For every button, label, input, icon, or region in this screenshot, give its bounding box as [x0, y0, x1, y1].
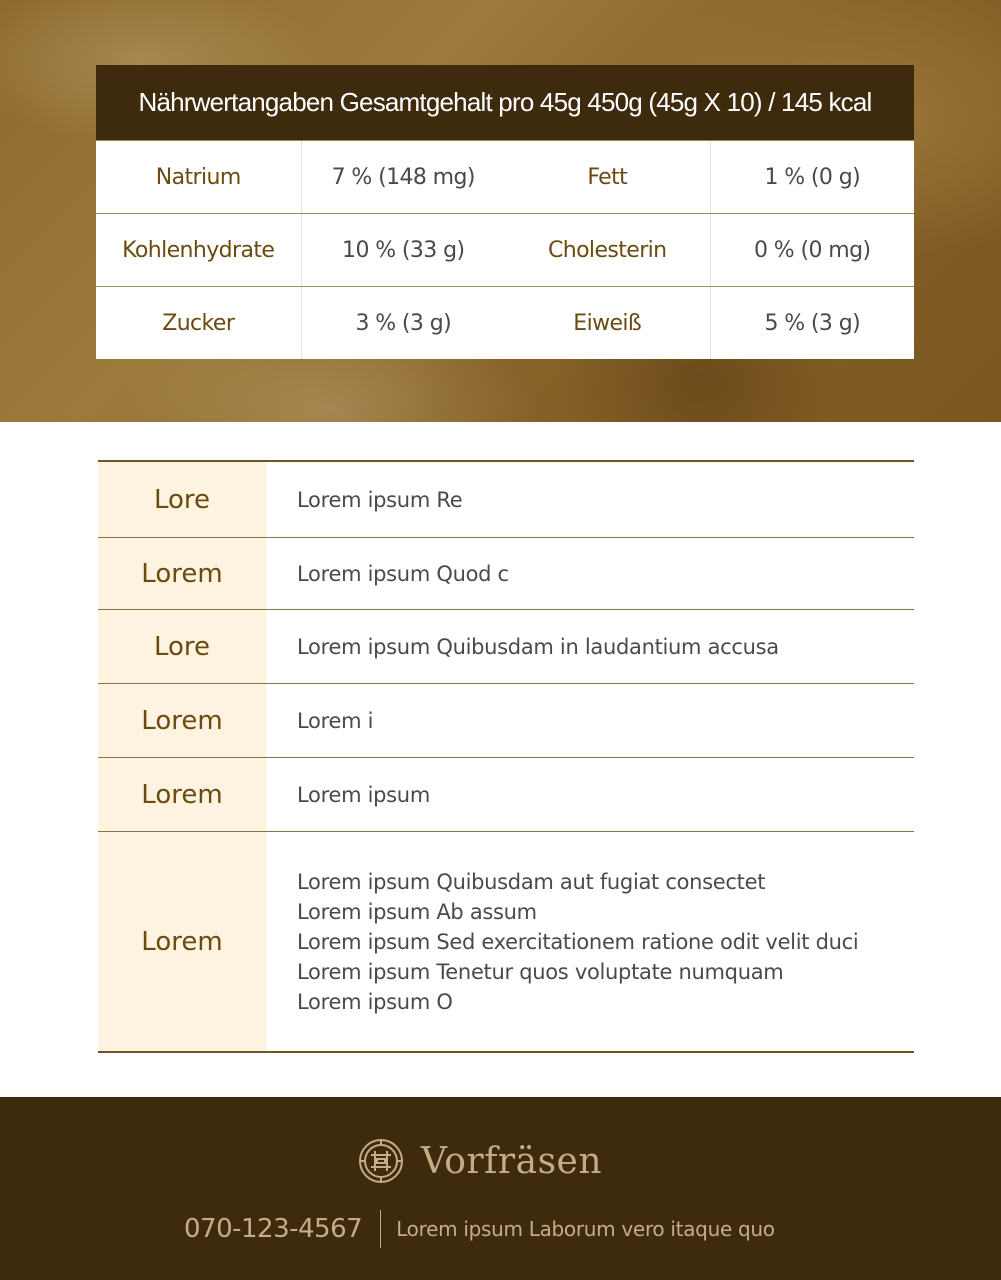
info-value	[266, 462, 914, 537]
nutrient-value: 3 % (3 g)	[301, 287, 506, 359]
nutrition-row	[96, 213, 914, 286]
info-line: Lorem i	[297, 708, 374, 733]
info-value	[266, 610, 914, 683]
info-line: Lorem ipsum Ab assum	[297, 899, 537, 924]
divider	[380, 1210, 381, 1248]
ornamental-seal-icon	[357, 1137, 405, 1185]
nutrient-label: Eiweiß	[573, 310, 642, 336]
footer	[0, 1097, 1001, 1280]
hero-section	[0, 0, 1001, 422]
brand	[357, 1137, 602, 1185]
info-value	[266, 684, 914, 757]
nutrient-label: Natrium	[155, 164, 241, 190]
info-row	[98, 831, 914, 1051]
nutrient-value: 10 % (33 g)	[301, 214, 506, 286]
nutrient-value: 1 % (0 g)	[710, 141, 915, 213]
info-line: Lorem ipsum Quibusdam in laudantium accusa	[297, 634, 779, 659]
info-row	[98, 462, 914, 537]
info-key: Lorem	[98, 832, 266, 1051]
info-row	[98, 757, 914, 831]
nutrition-row	[96, 286, 914, 359]
nutrition-table	[96, 65, 914, 359]
info-value	[266, 538, 914, 609]
info-line: Lorem ipsum O	[297, 989, 453, 1014]
info-line: Lorem ipsum Tenetur quos voluptate numquam	[297, 959, 784, 984]
info-key: Lorem	[98, 538, 266, 609]
nutrition-row	[96, 140, 914, 213]
nutrient-label: Cholesterin	[547, 237, 667, 263]
info-line: Lorem ipsum Quibusdam aut fugiat consectet	[297, 869, 766, 894]
nutrient-label: Kohlenhydrate	[122, 237, 275, 263]
phone-number[interactable]: 070-123-4567	[184, 1214, 363, 1244]
info-line: Lorem ipsum Quod c	[297, 561, 509, 586]
tagline: Lorem ipsum Laborum vero itaque quo	[396, 1217, 775, 1241]
info-line: Lorem ipsum	[297, 782, 430, 807]
info-line: Lorem ipsum Sed exercitationem ratione odit velit duci	[297, 929, 859, 954]
info-key: Lorem	[98, 684, 266, 757]
nutrient-value: 5 % (3 g)	[710, 287, 915, 359]
nutrient-value: 0 % (0 mg)	[710, 214, 915, 286]
info-row	[98, 609, 914, 683]
info-key: Lore	[98, 462, 266, 537]
nutrient-value: 7 % (148 mg)	[301, 141, 506, 213]
info-value	[266, 832, 914, 1051]
info-value	[266, 758, 914, 831]
info-row	[98, 683, 914, 757]
info-key: Lore	[98, 610, 266, 683]
info-line: Lorem ipsum Re	[297, 487, 463, 512]
nutrient-label: Zucker	[162, 310, 235, 336]
info-table	[98, 460, 914, 1053]
info-key: Lorem	[98, 758, 266, 831]
nutrition-title: Nährwertangaben Gesamtgehalt pro 45g 450g (45g X 10) / 145 kcal	[96, 65, 914, 140]
info-row	[98, 537, 914, 609]
contact-info	[184, 1209, 775, 1249]
nutrient-label: Fett	[587, 164, 628, 190]
brand-name: Vorfräsen	[421, 1140, 603, 1182]
